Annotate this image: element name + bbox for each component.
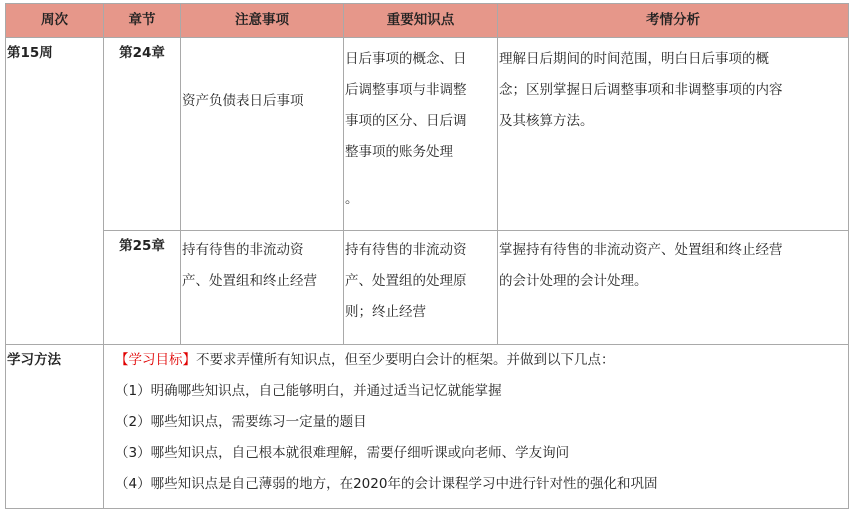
- chapter-cell: 第24章: [104, 38, 181, 231]
- method-item: （1）明确哪些知识点，自己能够明白，并通过适当记忆就能掌握: [115, 383, 502, 399]
- method-label: 学习方法: [6, 345, 104, 509]
- method-item: （4）哪些知识点是自己薄弱的地方，在2020年的会计课程学习中进行针对性的强化和巩固: [115, 476, 658, 492]
- key-point-line: 整事项的账务处理: [345, 144, 453, 160]
- notes-line: 持有待售的非流动资: [182, 242, 304, 258]
- analysis-line: 掌握持有待售的非流动资产、处置组和终止经营: [499, 242, 783, 258]
- chapter-cell: 第25章: [104, 231, 181, 345]
- header-analysis: 考情分析: [498, 4, 849, 38]
- study-schedule-table: [5, 3, 849, 509]
- header-notes: 注意事项: [181, 4, 344, 38]
- header-week: 周次: [6, 4, 104, 38]
- analysis-line: 理解日后期间的时间范围，明白日后事项的概: [499, 51, 769, 67]
- key-point-line: 。: [345, 191, 359, 207]
- goal-tag: 【学习目标】: [115, 352, 196, 368]
- analysis-cell: [498, 38, 849, 231]
- header-chapter: 章节: [104, 4, 181, 38]
- analysis-cell: [498, 231, 849, 345]
- key-point-line: 事项的区分、日后调: [345, 113, 467, 129]
- analysis-line: 念；区别掌握日后调整事项和非调整事项的内容: [499, 82, 783, 98]
- key-point-line: 则；终止经营: [345, 304, 426, 320]
- table-row: [6, 231, 849, 345]
- week-cell: 第15周: [6, 38, 104, 345]
- method-cell: [104, 345, 849, 509]
- key-point-line: 后调整事项与非调整: [345, 82, 467, 98]
- table-row: [6, 38, 849, 231]
- analysis-line: 及其核算方法。: [499, 113, 594, 129]
- header-row: [6, 4, 849, 38]
- notes-line: 产、处置组和终止经营: [182, 273, 317, 289]
- header-key-points: 重要知识点: [344, 4, 498, 38]
- notes-text: 资产负债表日后事项: [182, 93, 304, 109]
- key-point-line: 持有待售的非流动资: [345, 242, 467, 258]
- key-point-line: 日后事项的概念、日: [345, 51, 467, 67]
- analysis-line: 的会计处理的会计处理。: [499, 273, 648, 289]
- key-points-cell: [344, 231, 498, 345]
- key-point-line: [345, 168, 496, 188]
- method-item: （2）哪些知识点，需要练习一定量的题目: [115, 414, 367, 430]
- key-point-line: 产、处置组的处理原: [345, 273, 467, 289]
- key-points-cell: [344, 38, 498, 231]
- goal-line: [105, 345, 847, 376]
- method-row: [6, 345, 849, 509]
- goal-text: 不要求弄懂所有知识点，但至少要明白会计的框架。并做到以下几点：: [196, 352, 615, 368]
- notes-cell: [181, 38, 344, 231]
- notes-cell: [181, 231, 344, 345]
- method-item: （3）哪些知识点，自己根本就很难理解，需要仔细听课或向老师、学友询问: [115, 445, 570, 461]
